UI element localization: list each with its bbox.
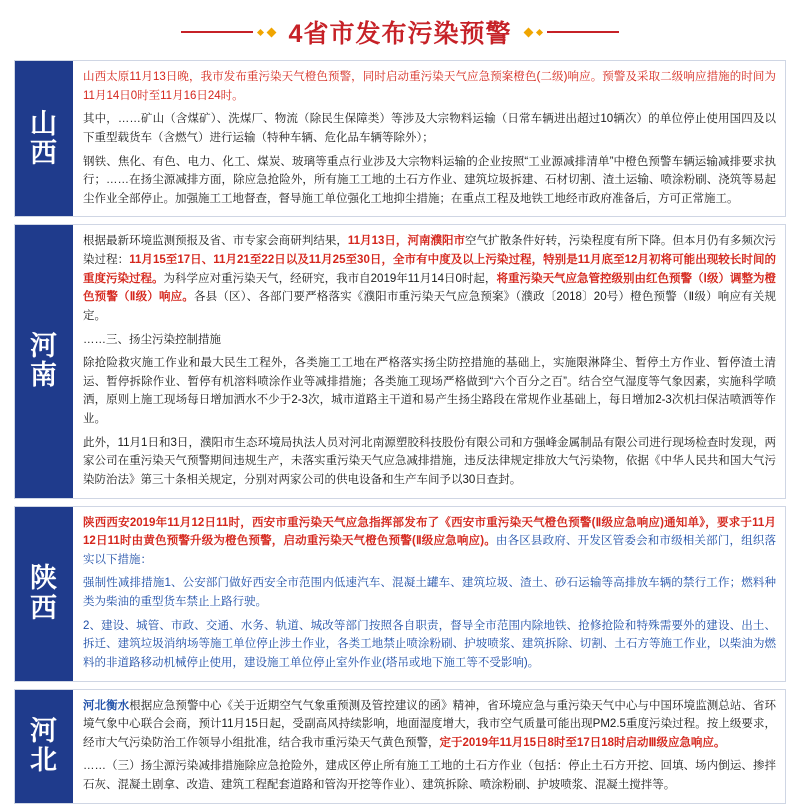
text-run: ……三、扬尘污染控制措施 <box>83 333 221 346</box>
paragraph <box>83 574 776 611</box>
province-section <box>14 224 786 498</box>
title-decoration-left <box>181 29 275 36</box>
province-label-char: 山 <box>30 108 58 139</box>
paragraph <box>83 514 776 570</box>
province-label <box>15 61 73 216</box>
paragraph <box>83 354 776 429</box>
province-label-char: 南 <box>30 360 58 391</box>
text-run: 空气扩散条件好转，污染程度有所下降。但本月仍有多频次污染过程： <box>83 235 776 266</box>
paragraph <box>83 434 776 490</box>
province-section <box>14 689 786 804</box>
text-run: 此外，11月1日和3日，濮阳市生态环境局执法人员对河北南源塑胶科技股份有限公司和方强峰金属制品有限公司进行现场检查时发现，两家公司在重污染天气预警期间违规生产，未落实重污染天气应急减排措施，违反法律规定排放大气污染物，依据《中华人民共和国大气污染防治法》第三十条相关规定，分别对两家公司的供电设备和生产车间予以30日查封。 <box>83 436 776 486</box>
text-run: 强制性减排措施1、公安部门做好西安全市范围内低速汽车、混凝土罐车、建筑垃圾、渣土、砂石运输等高排放车辆的禁行工作；燃料种类为柴油的重型货车禁止上路行驶。 <box>83 577 776 608</box>
text-run: 根据最新环境监测预报及省、市专家会商研判结果， <box>83 235 348 248</box>
paragraph <box>83 331 776 350</box>
decoration-line-right <box>547 31 619 33</box>
province-label-char: 陕 <box>30 563 58 594</box>
province-sections <box>14 60 786 804</box>
text-run: 其中，……矿山（含煤矿）、洗煤厂、物流（除民生保障类）等涉及大宗物料运输（日常车辆进出超过10辆次）的单位停止使用国四及以下重型载货车（含燃气）进行运输（特种车辆、危化品车辆等除外）； <box>83 113 776 144</box>
text-run: 陕西西安2019年11月12日11时，西安市重污染天气应急指挥部发布了《西安市重污染天气橙色预警(Ⅱ级应急响应)通知单》，要求于11月12日11时由黄色预警升级为橙色预警，启动重污染天气橙色预警(Ⅱ级应急响应)。 <box>83 516 776 548</box>
text-run: 由各区县政府、开发区管委会和市级相关部门，组织落实以下措施： <box>83 535 777 566</box>
paragraph <box>83 757 776 794</box>
text-run: 山西太原11月13日晚，我市发布重污染天气橙色预警，同时启动重污染天气应急预案橙色(二级)响应。预警及采取二级响应措施的时间为11月14日0时至11月16日24时。 <box>83 71 776 102</box>
text-run: 2、建设、城管、市政、交通、水务、轨道、城改等部门按照各自职责，督导全市范围内除地铁、抢修抢险和特殊需要外的建设、出土、拆迁、建筑垃圾消纳场等施工单位停止涉土作业，各类工地禁止喷涂粉刷、护坡喷浆、建筑拆除、切割、土石方等施工作业，以柴油为燃料的非道路移动机械停止使用，建设施工单位停止室外作业(塔吊或地下施工等不受影响)。 <box>83 619 776 669</box>
decoration-diamond-right <box>524 27 534 37</box>
province-label-char: 河 <box>30 331 58 362</box>
paragraph <box>83 697 776 753</box>
text-run: ……（三）扬尘源污染减排措施除应急抢险外，建成区停止所有施工工地的土石方作业（包括：停止土石方开挖、回填、场内倒运、掺拌石灰、混凝土剧拿、改造、建筑工程配套道路和管沟开挖等作业）、建筑拆除、喷涂粉刷、护坡喷浆、混凝土搅拌等。 <box>83 760 776 791</box>
text-run: 11月15至17日、11月21至22日以及11月25至30日，全市有中度及以上污染过程，特别是11月底至12月初将可能出现较长时间的重度污染过程。 <box>83 254 776 285</box>
province-label-char: 西 <box>30 137 58 168</box>
decoration-diamond-left <box>266 27 276 37</box>
province-label-char: 北 <box>30 745 58 776</box>
text-run: 除抢险救灾施工作业和最大民生工程外，各类施工工地在严格落实扬尘防控措施的基础上，实施限淋降尘、暂停土方作业、暂停渣土清运、暂停拆除作业、暂停有机溶料喷涂作业等减排措施；各类施工现场严格做到“六个百分之百”。结合空气湿度等气象因素，实施科学喷洒，原则上施工现场每日增加洒水不少于2-3次，城市道路主干道和易产生扬尘路段在常规作业基础上，每日增加2-3次机扫保洁喷洒等作业。 <box>83 357 776 425</box>
province-body <box>73 61 785 216</box>
province-label-char: 西 <box>30 592 58 623</box>
decoration-line-left <box>181 31 253 33</box>
text-run: 定于2019年11月15日8时至17日18时启动Ⅲ级应急响应。 <box>439 736 726 749</box>
province-section <box>14 60 786 217</box>
text-run: 各县（区）、各部门要严格落实《濮阳市重污染天气应急预案》（濮政〔2018〕20号）橙色预警（Ⅱ级）响应有关规定。 <box>83 291 776 322</box>
text-run: 钢铁、焦化、有色、电力、化工、煤炭、玻璃等重点行业涉及大宗物料运输的企业按照“工业源减排清单”中橙色预警车辆运输减排要求执行；……在扬尘源减排方面，除应急抢险外，所有施工工地的土石方作业、建筑垃圾拆建、石材切割、渣土运输、喷涂粉刷、浇筑等易起尘作业全部停止。加强施工工地督查，督导施工单位强化工地抑尘措施；在重点工程及地铁工地经市政府准备后，方可正常施工。 <box>83 155 776 205</box>
page-title: 4省市发布污染预警 <box>288 20 512 48</box>
title-decoration-right <box>525 29 619 36</box>
province-section <box>14 506 786 682</box>
paragraph <box>83 617 776 673</box>
province-body <box>73 225 785 497</box>
text-run: 将重污染天气应急管控级别由红色预警（Ⅰ级）调整为橙色预警（Ⅱ级）响应。 <box>83 272 776 304</box>
page-title-bar <box>14 0 786 60</box>
province-body <box>73 507 785 681</box>
decoration-diamond-small-right <box>536 28 543 35</box>
text-run: 为科学应对重污染天气，经研究，我市自2019年11月14日0时起， <box>163 272 497 285</box>
decoration-diamond-small-left <box>257 28 264 35</box>
province-body <box>73 690 785 803</box>
text-run: 根据应急预警中心《关于近期空气气象重预测及管控建议的函》精神，省环境应急与重污染天气中心与中国环境监测总站、省环境气象中心联合会商，预计11月15日起，受副高风持续影响，地面湿度增大，我市空气质量可能出现PM2.5重度污染过程。按上级要求，经市大气污染防治工作领导小组批准，结合我市重污染天气黄色预警， <box>83 699 776 749</box>
paragraph <box>83 232 776 325</box>
text-run: 11月13日，河南濮阳市 <box>347 235 466 248</box>
province-label <box>15 507 73 681</box>
province-label <box>15 690 73 803</box>
paragraph <box>83 110 776 147</box>
text-run: 河北衡水 <box>83 699 130 712</box>
province-label <box>15 225 73 497</box>
province-label-char: 河 <box>30 715 58 746</box>
paragraph <box>83 68 776 105</box>
paragraph <box>83 153 776 209</box>
